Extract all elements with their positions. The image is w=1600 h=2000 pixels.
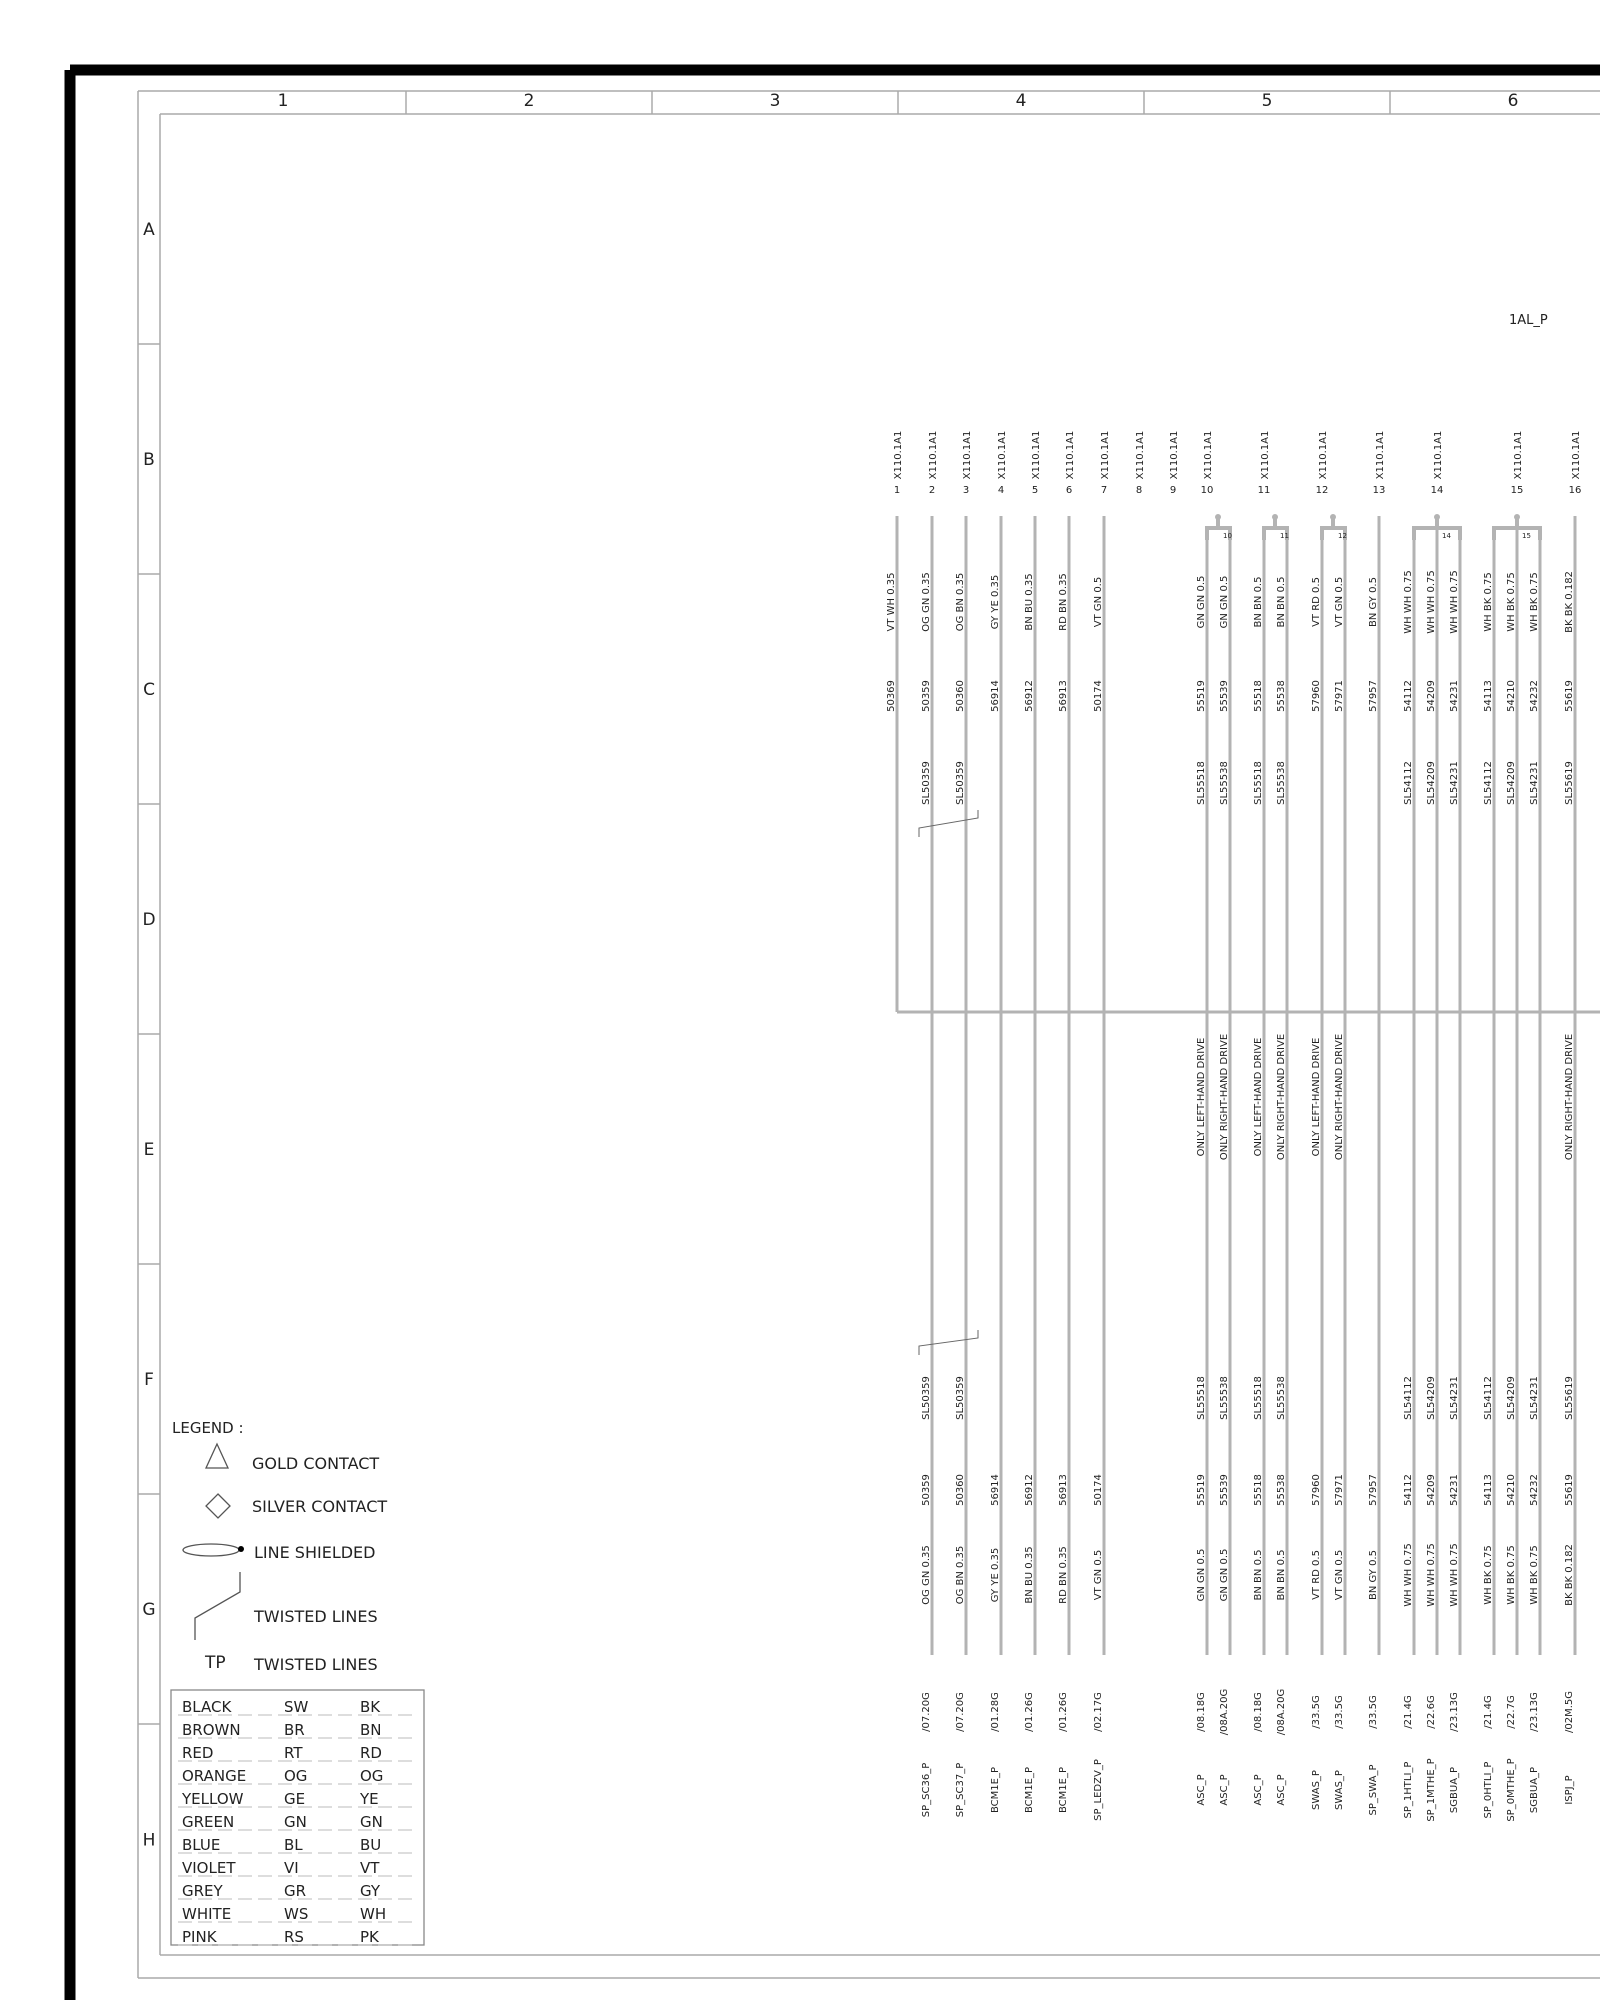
circuit-number: 56912 — [1024, 1474, 1035, 1506]
color-table-cell: GREEN — [182, 1813, 235, 1831]
circuit-number: 54231 — [1449, 1474, 1460, 1506]
color-table-cell: RT — [284, 1744, 303, 1762]
wire-label: OG BN 0.35 — [955, 1545, 966, 1605]
pin-connector: X110.1A1 — [1571, 430, 1582, 480]
row-label: D — [142, 910, 156, 930]
splice-label: SL54112 — [1483, 761, 1494, 805]
legend-twisted-lines-tp: TWISTED LINES — [254, 1655, 378, 1674]
splice-node — [1330, 514, 1336, 520]
color-table-cell: VI — [284, 1859, 299, 1877]
pin-number: 6 — [1065, 485, 1073, 496]
destination-signal: SP_SC37_P — [955, 1762, 966, 1818]
note-label: ONLY RIGHT-HAND DRIVE — [1219, 1033, 1230, 1161]
destination-page: /08.18G — [1196, 1692, 1207, 1732]
circuit-number: 57971 — [1334, 680, 1345, 712]
splice-label: SL54209 — [1426, 1376, 1437, 1420]
legend-title: LEGEND : — [172, 1419, 244, 1437]
wire-label: GY YE 0.35 — [990, 574, 1001, 630]
wire-label: VT RD 0.5 — [1311, 577, 1322, 627]
destination-signal: ISPJ_P — [1564, 1775, 1575, 1805]
color-table-cell: RD — [360, 1744, 382, 1762]
destination-signal: SP_0MTHE_P — [1506, 1758, 1517, 1822]
row-label: G — [142, 1600, 156, 1620]
wire-label: VT GN 0.5 — [1093, 1549, 1104, 1601]
destination-signal: SP_0HTLI_P — [1483, 1761, 1494, 1819]
silver-contact-icon — [206, 1494, 230, 1518]
pin-connector: X110.1A1 — [1318, 430, 1329, 480]
wire-label: WH BK 0.75 — [1529, 1545, 1540, 1605]
circuit-number: 56913 — [1058, 680, 1069, 712]
destination-signal: ASC_P — [1253, 1774, 1264, 1806]
splice-node — [1272, 514, 1278, 520]
splice-number: 11 — [1280, 532, 1289, 540]
color-table-cell: VIOLET — [182, 1859, 236, 1877]
column-label: 4 — [1015, 91, 1027, 111]
color-table-cell: YELLOW — [182, 1790, 244, 1808]
pin-connector: X110.1A1 — [1169, 430, 1180, 480]
pin-connector: X110.1A1 — [1433, 430, 1444, 480]
connector-label: 1AL_P — [1509, 313, 1548, 328]
color-table-cell: BU — [360, 1836, 382, 1854]
color-table-cell: PK — [360, 1928, 379, 1946]
splice-label: SL55518 — [1253, 761, 1264, 805]
color-table-cell: RED — [182, 1744, 214, 1762]
splice-label: SL54209 — [1506, 761, 1517, 805]
circuit-number: 54112 — [1403, 1474, 1414, 1506]
splice-number: 10 — [1223, 532, 1232, 540]
note-label: ONLY LEFT-HAND DRIVE — [1311, 1037, 1322, 1157]
color-table-cell: WHITE — [182, 1905, 232, 1923]
splice-label: SL54209 — [1426, 761, 1437, 805]
wire-label: BN BN 0.5 — [1253, 1549, 1264, 1601]
legend-gold-contact: GOLD CONTACT — [252, 1454, 380, 1473]
shield-icon — [183, 1544, 239, 1556]
wire-label: WH WH 0.75 — [1449, 1543, 1460, 1607]
splice-node — [1434, 514, 1440, 520]
color-table-cell: OG — [360, 1767, 384, 1785]
color-table-cell: VT — [360, 1859, 380, 1877]
wire-label: WH BK 0.75 — [1483, 572, 1494, 632]
wire-label: VT GN 0.5 — [1093, 576, 1104, 628]
splice-label: SL50359 — [921, 1376, 932, 1420]
destination-signal: SP_LEDZV_P — [1093, 1759, 1104, 1821]
circuit-number: 50360 — [955, 680, 966, 712]
pin-number: 16 — [1568, 485, 1582, 496]
destination-page: /33.5G — [1334, 1695, 1345, 1729]
circuit-number: 56913 — [1058, 1474, 1069, 1506]
color-table-cell: GY — [360, 1882, 381, 1900]
wire-label: BN BU 0.35 — [1024, 573, 1035, 631]
destination-signal: SWAS_P — [1311, 1770, 1322, 1810]
wire-label: OG BN 0.35 — [955, 572, 966, 632]
destination-page: /21.4G — [1483, 1695, 1494, 1729]
wire-label: VT WH 0.35 — [886, 572, 897, 632]
pin-number: 9 — [1169, 485, 1177, 496]
destination-page: /08.18G — [1253, 1692, 1264, 1732]
color-table-cell: BROWN — [182, 1721, 241, 1739]
pin-number: 13 — [1372, 485, 1386, 496]
wire-label: WH BK 0.75 — [1506, 572, 1517, 632]
circuit-number: 57957 — [1368, 1474, 1379, 1506]
column-label: 2 — [523, 91, 535, 111]
wire-label: OG GN 0.35 — [921, 1545, 932, 1605]
row-label: F — [144, 1370, 154, 1390]
circuit-number: 50174 — [1093, 680, 1104, 712]
row-label: H — [142, 1830, 156, 1851]
splice-label: SL50359 — [955, 1376, 966, 1420]
circuit-number: 54210 — [1506, 680, 1517, 712]
wire-label: BK BK 0.182 — [1564, 1544, 1575, 1606]
splice-label: SL54231 — [1449, 761, 1460, 805]
splice-label: SL54209 — [1506, 1376, 1517, 1420]
circuit-number: 54209 — [1426, 1474, 1437, 1506]
pin-number: 1 — [893, 485, 901, 496]
circuit-number: 55619 — [1564, 1474, 1575, 1506]
pin-connector: X110.1A1 — [1260, 430, 1271, 480]
splice-node — [1215, 514, 1221, 520]
column-label: 6 — [1507, 91, 1519, 111]
column-label: 5 — [1261, 91, 1273, 111]
destination-page: /01.28G — [990, 1692, 1001, 1732]
destination-signal: SP_1MTHE_P — [1426, 1758, 1437, 1822]
row-labels — [142, 220, 155, 1851]
note-label: ONLY RIGHT-HAND DRIVE — [1564, 1033, 1575, 1161]
destination-signal: ASC_P — [1276, 1774, 1287, 1806]
destination-page: /23.13G — [1529, 1692, 1540, 1732]
destination-page: /07.20G — [921, 1692, 932, 1732]
destination-page: /08A.20G — [1276, 1688, 1287, 1736]
destination-page: /33.5G — [1311, 1695, 1322, 1729]
wire-label: WH BK 0.75 — [1483, 1545, 1494, 1605]
row-label: C — [143, 680, 155, 700]
color-table-cell: BLUE — [182, 1836, 221, 1854]
wire-label: GY YE 0.35 — [990, 1547, 1001, 1603]
splice-node — [1514, 514, 1520, 520]
destination-signal: SGBUA_P — [1449, 1766, 1460, 1814]
circuit-number: 56912 — [1024, 680, 1035, 712]
circuit-number: 55538 — [1276, 1474, 1287, 1506]
circuit-number: 54113 — [1483, 1474, 1494, 1506]
destination-signal: SP_SWA_P — [1368, 1764, 1379, 1816]
circuit-number: 54232 — [1529, 1474, 1540, 1506]
splice-label: SL55619 — [1564, 761, 1575, 805]
color-table-cell: BL — [284, 1836, 303, 1854]
splice-number: 12 — [1338, 532, 1347, 540]
wire-label: RD BN 0.35 — [1058, 573, 1069, 631]
circuit-number: 55619 — [1564, 680, 1575, 712]
color-table-cell: PINK — [182, 1928, 217, 1946]
splice-label: SL54231 — [1449, 1376, 1460, 1420]
circuit-number: 57960 — [1311, 680, 1322, 712]
pin-number: 8 — [1135, 485, 1143, 496]
wire-label: WH BK 0.75 — [1506, 1545, 1517, 1605]
wire-label: BN BN 0.5 — [1276, 576, 1287, 628]
color-table-cell: RS — [284, 1928, 304, 1946]
pin-connector: X110.1A1 — [1135, 430, 1146, 480]
pin-connector: X110.1A1 — [928, 430, 939, 480]
pin-number: 5 — [1031, 485, 1039, 496]
color-table-cell: YE — [360, 1790, 379, 1808]
color-table-cell: BK — [360, 1698, 381, 1716]
wire-label: WH BK 0.75 — [1529, 572, 1540, 632]
row-label: E — [143, 1140, 155, 1160]
splice-label: SL54231 — [1529, 761, 1540, 805]
wire-label: BN BN 0.5 — [1276, 1549, 1287, 1601]
circuit-number: 57971 — [1334, 1474, 1345, 1506]
grid-frame — [138, 91, 1600, 1978]
wire-label: BN BN 0.5 — [1253, 576, 1264, 628]
color-table-cell: GN — [360, 1813, 383, 1831]
wire-label: WH WH 0.75 — [1403, 1543, 1414, 1607]
wire-label: GN GN 0.5 — [1196, 1548, 1207, 1602]
wire-label: WH WH 0.75 — [1449, 570, 1460, 634]
circuit-number: 54209 — [1426, 680, 1437, 712]
circuit-number: 55539 — [1219, 680, 1230, 712]
circuit-number: 50369 — [886, 680, 897, 712]
destination-page: /02.17G — [1093, 1692, 1104, 1732]
splice-label: SL54112 — [1403, 1376, 1414, 1420]
destination-signal: ASC_P — [1219, 1774, 1230, 1806]
note-label: ONLY RIGHT-HAND DRIVE — [1276, 1033, 1287, 1161]
legend-twisted-lines: TWISTED LINES — [254, 1607, 378, 1626]
wire-label: WH WH 0.75 — [1403, 570, 1414, 634]
wire-label: RD BN 0.35 — [1058, 1546, 1069, 1604]
legend-line-shielded: LINE SHIELDED — [254, 1543, 376, 1562]
twisted-pair-marker — [919, 810, 978, 1355]
wire-label: VT GN 0.5 — [1334, 1549, 1345, 1601]
gold-contact-icon — [206, 1444, 228, 1468]
color-table-cell: BLACK — [182, 1698, 232, 1716]
color-table-cell: WH — [360, 1905, 387, 1923]
pin-number: 15 — [1510, 485, 1524, 496]
circuit-number: 54231 — [1449, 680, 1460, 712]
pin-connector: X110.1A1 — [997, 430, 1008, 480]
color-table-cell: BR — [284, 1721, 305, 1739]
destination-signal: SP_SC36_P — [921, 1762, 932, 1818]
pin-connector: X110.1A1 — [1065, 430, 1076, 480]
circuit-number: 54232 — [1529, 680, 1540, 712]
wire-label: OG GN 0.35 — [921, 572, 932, 632]
circuit-number: 55518 — [1253, 680, 1264, 712]
color-table-cell: GREY — [182, 1882, 223, 1900]
splice-label: SL55538 — [1219, 1376, 1230, 1420]
circuit-number: 54113 — [1483, 680, 1494, 712]
circuit-number: 57960 — [1311, 1474, 1322, 1506]
splice-label: SL50359 — [921, 761, 932, 805]
pin-number: 11 — [1257, 485, 1271, 496]
pin-connector: X110.1A1 — [1375, 430, 1386, 480]
pin-connector: X110.1A1 — [1203, 430, 1214, 480]
circuit-number: 54210 — [1506, 1474, 1517, 1506]
pin-connector: X110.1A1 — [1513, 430, 1524, 480]
circuit-number: 50359 — [921, 680, 932, 712]
destination-page: /02M.5G — [1564, 1690, 1575, 1734]
wire-label: BN BU 0.35 — [1024, 1546, 1035, 1604]
destination-page: /22.7G — [1506, 1695, 1517, 1729]
circuit-number: 54112 — [1403, 680, 1414, 712]
splice-label: SL55518 — [1196, 761, 1207, 805]
wire-label: GN GN 0.5 — [1196, 575, 1207, 629]
destination-signal: BCM1E_P — [1024, 1766, 1035, 1814]
splice-label: SL54112 — [1403, 761, 1414, 805]
legend-silver-contact: SILVER CONTACT — [252, 1497, 388, 1516]
destination-page: /01.26G — [1058, 1692, 1069, 1732]
wire-label: VT RD 0.5 — [1311, 1550, 1322, 1600]
splice-label: SL55518 — [1196, 1376, 1207, 1420]
twisted-lines-icon — [195, 1572, 240, 1640]
destination-page: /07.20G — [955, 1692, 966, 1732]
pin-number: 14 — [1430, 485, 1444, 496]
pin-number: 7 — [1100, 485, 1108, 496]
tp-symbol: TP — [205, 1653, 226, 1673]
pin-number: 4 — [997, 485, 1005, 496]
destination-page: /21.4G — [1403, 1695, 1414, 1729]
shield-dot-icon — [238, 1546, 244, 1552]
circuit-number: 56914 — [990, 1474, 1001, 1506]
wire-label: BN GY 0.5 — [1368, 577, 1379, 627]
note-label: ONLY LEFT-HAND DRIVE — [1196, 1037, 1207, 1157]
circuit-number: 50174 — [1093, 1474, 1104, 1506]
wire-label: WH WH 0.75 — [1426, 570, 1437, 634]
wire-label: GN GN 0.5 — [1219, 1548, 1230, 1602]
row-label: B — [143, 450, 155, 470]
destination-page: /33.5G — [1368, 1695, 1379, 1729]
note-label: ONLY RIGHT-HAND DRIVE — [1334, 1033, 1345, 1161]
pin-number: 12 — [1315, 485, 1329, 496]
color-code-table — [178, 1698, 416, 1946]
destination-signal: BCM1E_P — [990, 1766, 1001, 1814]
circuit-number: 55519 — [1196, 1474, 1207, 1506]
color-table-cell: GR — [284, 1882, 307, 1900]
destination-page: /23.13G — [1449, 1692, 1460, 1732]
splice-label: SL55538 — [1276, 1376, 1287, 1420]
splice-label: SL55538 — [1276, 761, 1287, 805]
color-table-cell: GE — [284, 1790, 306, 1808]
pin-number: 2 — [928, 485, 936, 496]
splice-label: SL55619 — [1564, 1376, 1575, 1420]
splice-label: SL55538 — [1219, 761, 1230, 805]
wire-label: WH WH 0.75 — [1426, 1543, 1437, 1607]
circuit-number: 55519 — [1196, 680, 1207, 712]
column-label: 1 — [277, 91, 289, 111]
color-table-cell: BN — [360, 1721, 382, 1739]
destination-page: /08A.20G — [1219, 1688, 1230, 1736]
splice-label: SL54231 — [1529, 1376, 1540, 1420]
pin-connector: X110.1A1 — [1031, 430, 1042, 480]
column-label: 3 — [769, 91, 781, 111]
wire-label: BK BK 0.182 — [1564, 571, 1575, 633]
circuit-number: 55538 — [1276, 680, 1287, 712]
color-table-cell: ORANGE — [182, 1767, 247, 1785]
destination-signal: SWAS_P — [1334, 1770, 1345, 1810]
splice-label: SL55518 — [1253, 1376, 1264, 1420]
pin-connector: X110.1A1 — [1100, 430, 1111, 480]
wire-label: VT GN 0.5 — [1334, 576, 1345, 628]
pin-number: 3 — [962, 485, 970, 496]
note-label: ONLY LEFT-HAND DRIVE — [1253, 1037, 1264, 1157]
color-table-cell: SW — [284, 1698, 309, 1716]
destination-signal: SGBUA_P — [1529, 1766, 1540, 1814]
splice-label: SL50359 — [955, 761, 966, 805]
circuit-number: 55539 — [1219, 1474, 1230, 1506]
destination-signal: SP_1HTLI_P — [1403, 1761, 1414, 1819]
splice-label: SL54112 — [1483, 1376, 1494, 1420]
splice-number: 14 — [1442, 532, 1451, 540]
circuit-number: 55518 — [1253, 1474, 1264, 1506]
destination-signal: BCM1E_P — [1058, 1766, 1069, 1814]
splice-brackets — [1207, 514, 1540, 540]
color-table-cell: GN — [284, 1813, 307, 1831]
color-table-cell: OG — [284, 1767, 308, 1785]
legend — [171, 1419, 424, 1946]
pin-labels — [886, 431, 1582, 1822]
pin-connector: X110.1A1 — [893, 430, 904, 480]
color-table-cell: WS — [284, 1905, 309, 1923]
destination-page: /01.26G — [1024, 1692, 1035, 1732]
wire-label: BN GY 0.5 — [1368, 1550, 1379, 1600]
circuit-number: 50359 — [921, 1474, 932, 1506]
column-dividers — [406, 91, 1390, 114]
wire-label: GN GN 0.5 — [1219, 575, 1230, 629]
pin-number: 10 — [1200, 485, 1214, 496]
circuit-number: 50360 — [955, 1474, 966, 1506]
pin-connector: X110.1A1 — [962, 430, 973, 480]
circuit-number: 56914 — [990, 680, 1001, 712]
destination-signal: ASC_P — [1196, 1774, 1207, 1806]
destination-page: /22.6G — [1426, 1695, 1437, 1729]
row-label: A — [143, 220, 155, 240]
splice-number: 15 — [1522, 532, 1531, 540]
row-dividers — [138, 344, 160, 1724]
circuit-number: 57957 — [1368, 680, 1379, 712]
